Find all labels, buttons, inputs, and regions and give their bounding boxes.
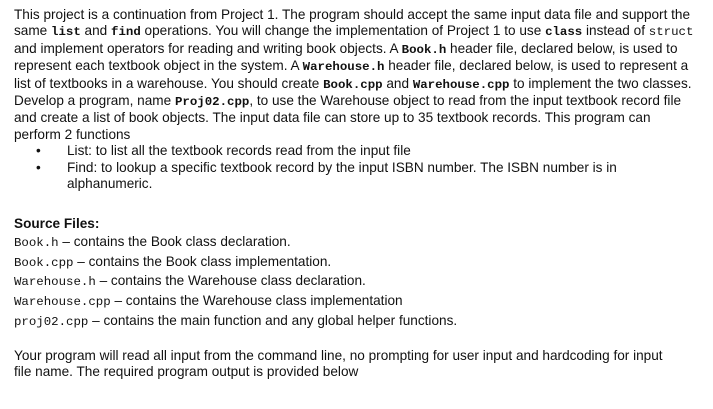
source-file-name: proj02.cpp: [14, 315, 89, 330]
source-file-desc: – contains the main function and any global helper functions.: [88, 313, 458, 329]
code-list: list: [51, 25, 81, 40]
code-class: class: [545, 25, 583, 40]
source-file-desc: – contains the Book class declaration.: [58, 233, 291, 249]
intro-text: , to use the Warehouse object to read from the input textbook record file and create a list of book objects. The input data file can store up to 35 textbook records. This program can perform 2 functions: [14, 93, 682, 142]
code-warehouse-cpp: Warehouse.cpp: [412, 77, 510, 92]
list-item: [14, 160, 699, 193]
code-find: find: [111, 25, 141, 40]
source-file-name: Book.h: [14, 235, 59, 250]
intro-text: instead of: [582, 23, 649, 39]
source-file-row: [14, 233, 699, 253]
source-file-row: [14, 253, 699, 273]
code-struct: struct: [648, 25, 694, 40]
intro-text: and implement operators for reading and writing book objects. A: [14, 40, 402, 56]
intro-text: header file, declared below, is used to represent a list of textbooks in a warehouse. You should create: [14, 58, 689, 91]
source-file-row: [14, 312, 699, 332]
intro-text: and: [80, 23, 112, 39]
code-warehouse-h: Warehouse.h: [302, 60, 385, 75]
intro-text: header file, declared below, is used to represent each textbook object in the system. A: [14, 40, 678, 74]
source-file-desc: – contains the Warehouse class implementation: [110, 293, 403, 309]
bullet-icon: •: [36, 159, 41, 175]
intro-paragraph: [14, 7, 699, 143]
code-book-cpp: Book.cpp: [323, 77, 383, 92]
intro-text: to implement the two classes. Develop a program, name: [14, 75, 692, 109]
source-file-desc: – contains the Warehouse class declaration.: [95, 273, 366, 289]
source-file-row: [14, 292, 699, 312]
bullet-icon: •: [36, 143, 41, 159]
source-files-heading: Source Files:: [14, 216, 100, 232]
closing-paragraph: Your program will read all input from the command line, no prompting for user input and hardcoding for input file name. The required program output is provided below: [14, 347, 663, 380]
source-file-desc: – contains the Book class implementation.: [73, 253, 332, 269]
intro-text: operations. You will change the implementation of Project 1 to use: [140, 23, 546, 39]
intro-text: This project is a continuation from Project 1. The program should accept the same input data file and support the same: [14, 7, 691, 39]
list-item-text: List: to list all the textbook records read from the input file: [67, 143, 411, 159]
list-item: [14, 143, 699, 159]
list-item-text: Find: to lookup a specific textbook record by the input ISBN number. The ISBN number is in alphanumeric.: [67, 159, 617, 192]
source-file-name: Warehouse.h: [14, 275, 96, 290]
source-file-name: Warehouse.cpp: [14, 295, 111, 310]
code-proj02-cpp: Proj02.cpp: [174, 95, 250, 110]
code-book-h: Book.h: [401, 42, 447, 57]
function-list: [14, 143, 699, 192]
source-file-row: [14, 272, 699, 292]
source-file-name: Book.cpp: [14, 255, 74, 270]
source-files-list: [14, 233, 699, 332]
intro-text: and: [382, 75, 413, 91]
